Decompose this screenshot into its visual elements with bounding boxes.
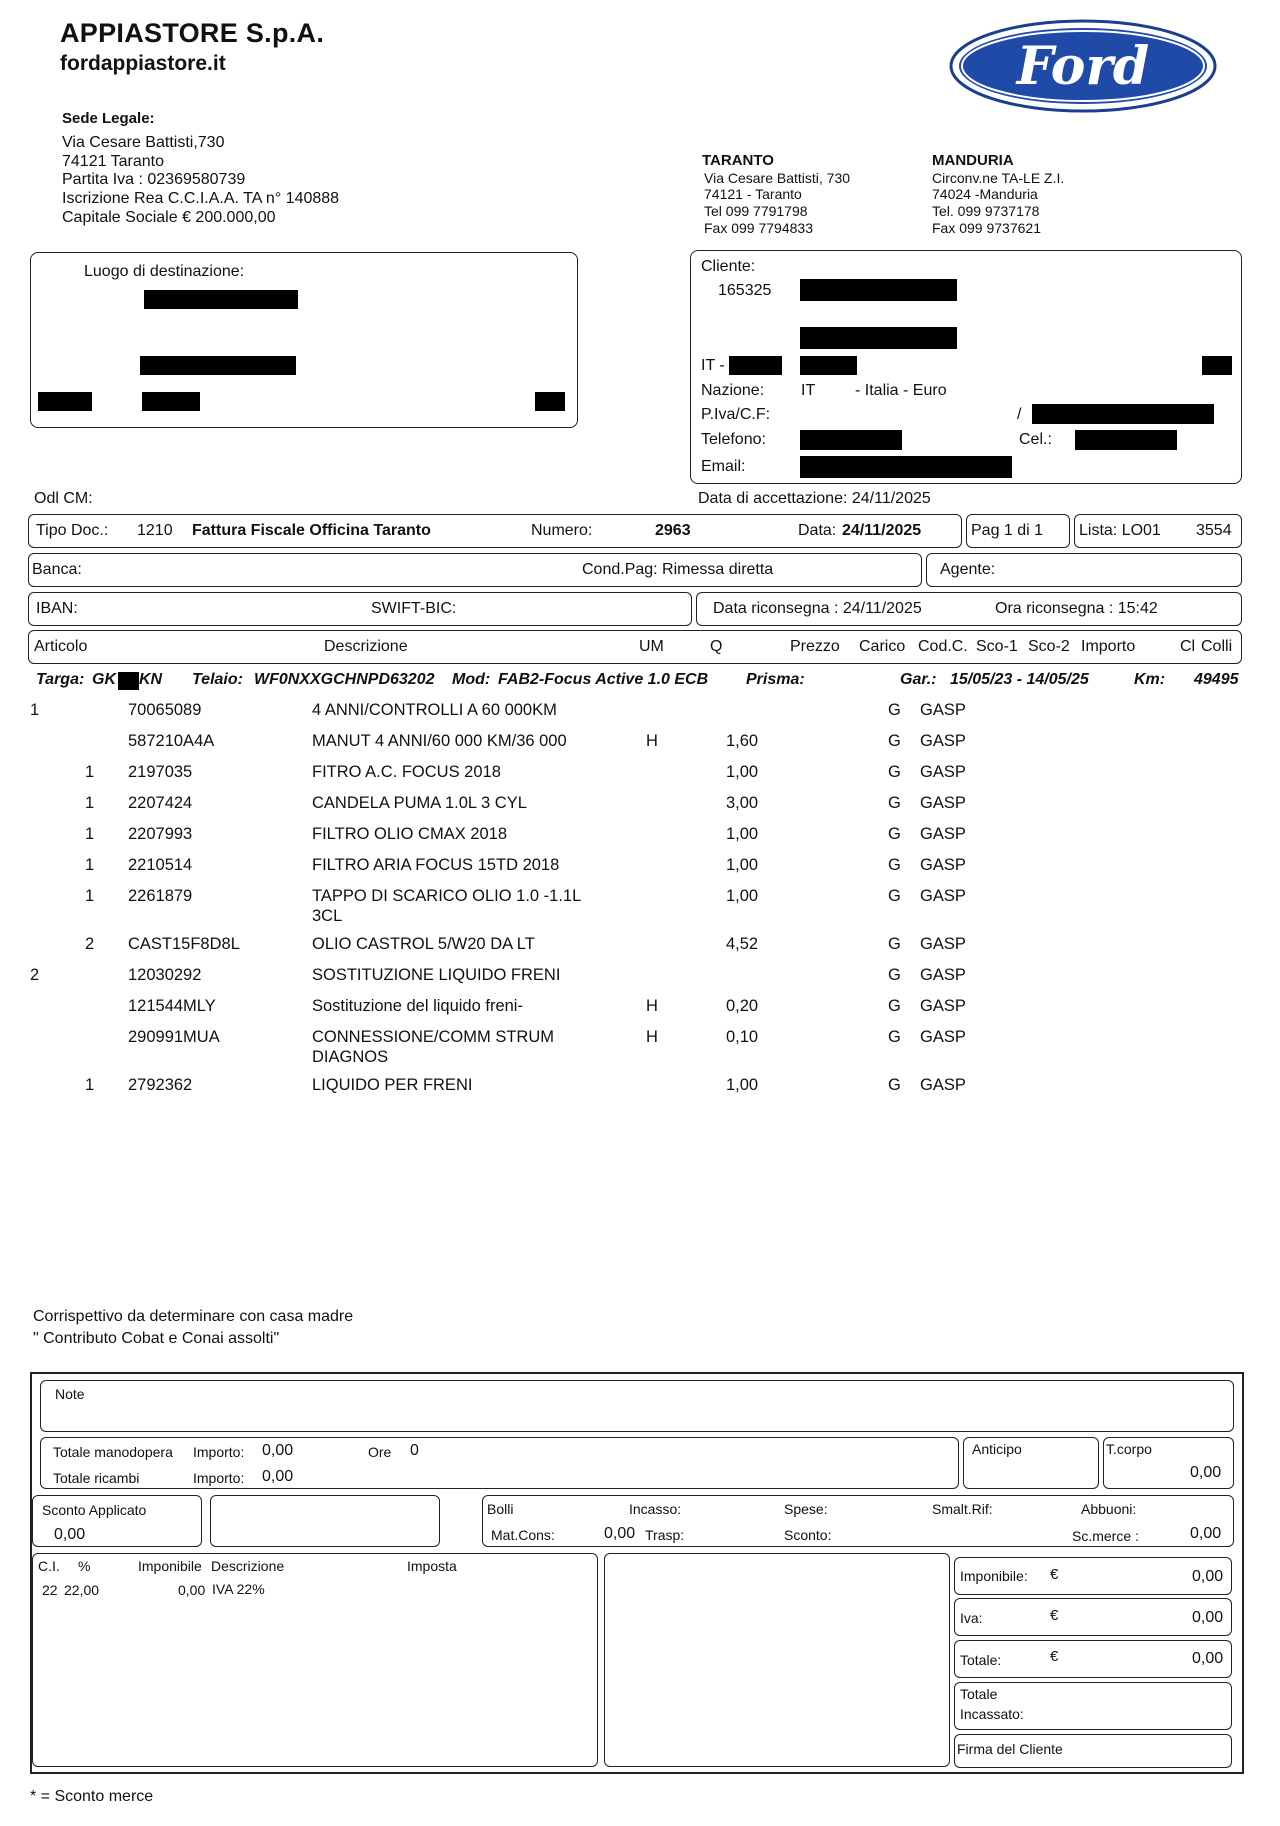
item-description: SOSTITUZIONE LIQUIDO FRENI — [312, 966, 561, 984]
item-cod-c: GASP — [920, 856, 966, 874]
doc-numero-label: Numero: — [531, 522, 593, 539]
item-carico: G — [888, 794, 901, 812]
vehicle-km: 49495 — [1194, 671, 1239, 688]
vehicle-telaio: WF0NXXGCHNPD63202 — [254, 671, 435, 688]
item-cod-c: GASP — [920, 732, 966, 750]
item-code: 2207424 — [128, 794, 193, 812]
item-cod-c: GASP — [920, 935, 966, 953]
item-description: FILTRO OLIO CMAX 2018 — [312, 825, 508, 843]
redacted-block — [1075, 430, 1177, 450]
iva-hdr-imponibile: Imponibile — [138, 1558, 202, 1574]
doc-tipo-code: 1210 — [137, 522, 173, 539]
item-description: TAPPO DI SCARICO OLIO 1.0 -1.1L — [312, 887, 582, 905]
ore-value: 0 — [410, 1442, 419, 1459]
item-quantity: 3,00 — [726, 794, 759, 812]
col-carico: Carico — [859, 638, 906, 655]
scmerce-value: 0,00 — [1190, 1525, 1222, 1542]
item-cod-c: GASP — [920, 966, 966, 984]
banca-box — [28, 553, 922, 587]
redacted-block — [38, 392, 92, 411]
vehicle-targa-label: Targa: — [36, 671, 85, 688]
firma-label: Firma del Cliente — [957, 1741, 1063, 1757]
col-articolo: Articolo — [34, 638, 88, 655]
company-name: APPIASTORE S.p.A. — [60, 18, 325, 48]
doc-pag: Pag 1 di 1 — [971, 522, 1044, 539]
iva-summary-box — [32, 1553, 598, 1767]
branch-manduria-tel: Tel. 099 9737178 — [932, 203, 1040, 219]
client-piva-slash: / — [1017, 406, 1022, 423]
item-carico: G — [888, 763, 901, 781]
redacted-block — [800, 327, 957, 349]
vehicle-mod-label: Mod: — [452, 671, 491, 688]
client-piva-label: P.Iva/C.F: — [701, 406, 771, 423]
item-quantity: 1,60 — [726, 732, 759, 750]
branch-manduria-city: 74024 -Manduria — [932, 186, 1038, 202]
totale-label: Totale: — [960, 1652, 1002, 1668]
item-carico: G — [888, 887, 901, 905]
client-email-label: Email: — [701, 458, 746, 475]
blank-box — [210, 1495, 440, 1547]
ricambi-importo-label: Importo: — [193, 1470, 245, 1486]
company-rea: Iscrizione Rea C.C.I.A.A. TA n° 140888 — [62, 190, 340, 207]
client-cel-label: Cel.: — [1019, 431, 1052, 448]
company-website: fordappiastore.it — [60, 52, 226, 75]
item-code: 290991MUA — [128, 1028, 220, 1046]
sconto-merce-note: * = Sconto merce — [30, 1788, 154, 1805]
client-nazione-label: Nazione: — [701, 382, 765, 399]
vehicle-gar-label: Gar.: — [900, 671, 937, 688]
redacted-block — [800, 356, 857, 375]
company-capitale: Capitale Sociale € 200.000,00 — [62, 209, 276, 226]
iva-value: 0,00 — [1192, 1609, 1224, 1626]
col-um: UM — [639, 638, 664, 655]
item-description: 4 ANNI/CONTROLLI A 60 000KM — [312, 701, 557, 719]
vehicle-gar: 15/05/23 - 14/05/25 — [950, 671, 1089, 688]
sede-legale-label: Sede Legale: — [62, 110, 155, 127]
item-cod-c: GASP — [920, 701, 966, 719]
totale-euro: € — [1050, 1648, 1059, 1665]
sconto-value: 0,00 — [54, 1526, 86, 1543]
item-description: Sostituzione del liquido freni- — [312, 997, 523, 1015]
vehicle-mod: FAB2-Focus Active 1.0 ECB — [498, 671, 709, 688]
item-carico: G — [888, 1076, 901, 1094]
redacted-block — [800, 430, 902, 450]
manodopera-box — [40, 1437, 959, 1489]
swift-label: SWIFT-BIC: — [371, 600, 457, 617]
item-quantity: 1,00 — [726, 763, 759, 781]
vehicle-targa-end: KN — [139, 671, 163, 688]
item-code: 2792362 — [128, 1076, 193, 1094]
item-cod-c: GASP — [920, 825, 966, 843]
trasp-label: Trasp: — [645, 1527, 685, 1543]
destination-label: Luogo di destinazione: — [84, 263, 245, 280]
item-description: FITRO A.C. FOCUS 2018 — [312, 763, 501, 781]
item-count: 2 — [85, 935, 95, 953]
item-um: H — [646, 997, 658, 1015]
item-carico: G — [888, 966, 901, 984]
redacted-block — [118, 672, 139, 690]
item-group: 1 — [30, 701, 40, 719]
ora-riconsegna: Ora riconsegna : 15:42 — [995, 600, 1158, 617]
item-code: 587210A4A — [128, 732, 215, 750]
vehicle-km-label: Km: — [1134, 671, 1166, 688]
footer-note-2: " Contributo Cobat e Conai assolti" — [33, 1330, 280, 1347]
item-carico: G — [888, 732, 901, 750]
ford-logo-text: Ford — [1016, 36, 1150, 97]
iva-descrizione: IVA 22% — [212, 1581, 265, 1597]
item-cod-c: GASP — [920, 794, 966, 812]
iban-box — [28, 592, 692, 626]
imponibile-euro: € — [1050, 1566, 1059, 1583]
branch-taranto-address: Via Cesare Battisti, 730 — [704, 170, 851, 186]
doc-lista-num: 3554 — [1196, 522, 1232, 539]
spese-label: Spese: — [784, 1501, 828, 1517]
table-row — [0, 887, 1280, 925]
redacted-block — [140, 356, 296, 375]
item-group: 2 — [30, 966, 40, 984]
iva-ci: 22 — [42, 1582, 58, 1598]
branch-manduria-fax: Fax 099 9737621 — [932, 220, 1041, 236]
client-label: Cliente: — [701, 258, 756, 275]
client-nazione-value: - Italia - Euro — [855, 382, 947, 399]
totale-value: 0,00 — [1192, 1650, 1224, 1667]
col-codc: Cod.C. — [918, 638, 968, 655]
matcons-label: Mat.Cons: — [491, 1527, 555, 1543]
sconto-label: Sconto Applicato — [42, 1502, 147, 1518]
incassato-label-1: Totale — [960, 1686, 998, 1702]
doc-tipo-name: Fattura Fiscale Officina Taranto — [192, 522, 431, 539]
item-description: MANUT 4 ANNI/60 000 KM/36 000 — [312, 732, 567, 750]
item-description: CANDELA PUMA 1.0L 3 CYL — [312, 794, 527, 812]
table-row — [0, 997, 1280, 1027]
client-nazione-code: IT — [801, 382, 816, 399]
vehicle-targa-start: GK — [92, 671, 116, 688]
item-cod-c: GASP — [920, 763, 966, 781]
anticipo-label: Anticipo — [972, 1441, 1022, 1457]
item-description-continued: DIAGNOS — [312, 1048, 389, 1066]
ricambi-importo: 0,00 — [262, 1468, 294, 1485]
agente-label: Agente: — [940, 561, 996, 578]
iva-pct: 22,00 — [64, 1582, 100, 1598]
redacted-block — [142, 392, 200, 411]
manodopera-importo-label: Importo: — [193, 1444, 245, 1460]
riconsegna: Data riconsegna : 24/11/2025 — [713, 600, 922, 617]
table-row — [0, 794, 1280, 824]
item-carico: G — [888, 825, 901, 843]
item-code: 12030292 — [128, 966, 202, 984]
vehicle-prisma: Prisma: — [746, 671, 805, 688]
table-row — [0, 825, 1280, 855]
col-colli: Colli — [1201, 638, 1233, 655]
item-code: CAST15F8D8L — [128, 935, 240, 953]
redacted-block — [535, 392, 565, 411]
item-code: 70065089 — [128, 701, 202, 719]
col-sco1: Sco-1 — [976, 638, 1018, 655]
scmerce-label: Sc.merce : — [1072, 1528, 1139, 1544]
table-row — [0, 763, 1280, 793]
redacted-block — [144, 290, 298, 309]
item-description: OLIO CASTROL 5/W20 DA LT — [312, 935, 535, 953]
item-description-continued: 3CL — [312, 907, 343, 925]
branch-taranto-city: 74121 - Taranto — [704, 186, 802, 202]
imponibile-value: 0,00 — [1192, 1568, 1224, 1585]
item-count: 1 — [85, 763, 95, 781]
branch-taranto-tel: Tel 099 7791798 — [704, 203, 808, 219]
branch-taranto-name: TARANTO — [702, 152, 774, 169]
item-code: 2210514 — [128, 856, 193, 874]
cond-pag: Cond.Pag: Rimessa diretta — [582, 561, 774, 578]
note-label: Note — [55, 1386, 85, 1402]
bolli-label: Bolli — [487, 1501, 514, 1517]
table-row — [0, 701, 1280, 731]
item-um: H — [646, 1028, 658, 1046]
odl-label: Odl CM: — [34, 490, 93, 507]
vehicle-line — [36, 671, 1256, 693]
item-code: 2197035 — [128, 763, 193, 781]
redacted-block — [1032, 404, 1214, 424]
item-code: 2261879 — [128, 887, 193, 905]
item-carico: G — [888, 997, 901, 1015]
item-description: LIQUIDO PER FRENI — [312, 1076, 473, 1094]
iva-hdr-pct: % — [78, 1558, 91, 1574]
item-cod-c: GASP — [920, 1076, 966, 1094]
item-code: 121544MLY — [128, 997, 216, 1015]
company-address: Via Cesare Battisti,730 — [62, 134, 225, 151]
redacted-block — [800, 279, 957, 301]
iva-euro: € — [1050, 1607, 1059, 1624]
item-carico: G — [888, 856, 901, 874]
iva-hdr-ci: C.I. — [38, 1558, 60, 1574]
matcons-value: 0,00 — [604, 1525, 636, 1542]
item-description: FILTRO ARIA FOCUS 15TD 2018 — [312, 856, 560, 874]
note-box — [40, 1380, 1234, 1432]
incasso-label: Incasso: — [629, 1501, 682, 1517]
col-cl: Cl — [1180, 638, 1196, 655]
item-carico: G — [888, 935, 901, 953]
col-q: Q — [710, 638, 723, 655]
branch-manduria-name: MANDURIA — [932, 152, 1014, 169]
footer-note-1: Corrispettivo da determinare con casa madre — [33, 1308, 354, 1325]
ricambi-label: Totale ricambi — [53, 1470, 140, 1486]
item-cod-c: GASP — [920, 1028, 966, 1046]
tcorpo-label: T.corpo — [1106, 1441, 1152, 1457]
col-descrizione: Descrizione — [324, 638, 408, 655]
company-partita-iva: Partita Iva : 02369580739 — [62, 171, 246, 188]
item-cod-c: GASP — [920, 997, 966, 1015]
item-quantity: 4,52 — [726, 935, 759, 953]
ore-label: Ore — [368, 1444, 392, 1460]
item-quantity: 0,10 — [726, 1028, 759, 1046]
item-code: 2207993 — [128, 825, 193, 843]
col-prezzo: Prezzo — [790, 638, 840, 655]
item-count: 1 — [85, 825, 95, 843]
item-carico: G — [888, 1028, 901, 1046]
table-row — [0, 732, 1280, 762]
manodopera-importo: 0,00 — [262, 1442, 294, 1459]
client-it-prefix: IT - — [701, 357, 725, 374]
iva-imponibile: 0,00 — [178, 1582, 206, 1598]
col-sco2: Sco-2 — [1028, 638, 1070, 655]
imponibile-label: Imponibile: — [960, 1568, 1028, 1584]
item-carico: G — [888, 701, 901, 719]
iva-box — [954, 1598, 1232, 1636]
item-count: 1 — [85, 1076, 95, 1094]
item-quantity: 1,00 — [726, 1076, 759, 1094]
branch-manduria-address: Circonv.ne TA-LE Z.I. — [932, 170, 1065, 186]
iva-hdr-imposta: Imposta — [407, 1558, 457, 1574]
iva-label: Iva: — [960, 1610, 983, 1626]
table-row — [0, 966, 1280, 996]
middle-box — [604, 1553, 950, 1767]
smaltrif-label: Smalt.Rif: — [932, 1501, 993, 1517]
client-telefono-label: Telefono: — [701, 431, 766, 448]
incassato-label-2: Incassato: — [960, 1706, 1024, 1722]
abbuoni-label: Abbuoni: — [1081, 1501, 1137, 1517]
item-quantity: 0,20 — [726, 997, 759, 1015]
table-row — [0, 935, 1280, 965]
doc-lista-label: Lista: LO01 — [1079, 522, 1161, 539]
doc-data-label: Data: — [798, 522, 837, 539]
client-code: 165325 — [718, 282, 772, 299]
banca-label: Banca: — [32, 561, 82, 578]
doc-tipo-label: Tipo Doc.: — [36, 522, 109, 539]
tcorpo-value: 0,00 — [1190, 1464, 1222, 1481]
item-quantity: 1,00 — [726, 825, 759, 843]
ford-logo — [948, 18, 1218, 119]
item-description: CONNESSIONE/COMM STRUM — [312, 1028, 555, 1046]
item-um: H — [646, 732, 658, 750]
vehicle-telaio-label: Telaio: — [192, 671, 243, 688]
branch-taranto-fax: Fax 099 7794833 — [704, 220, 813, 236]
redacted-block — [800, 456, 1012, 478]
item-cod-c: GASP — [920, 887, 966, 905]
item-count: 1 — [85, 794, 95, 812]
item-count: 1 — [85, 856, 95, 874]
item-quantity: 1,00 — [726, 856, 759, 874]
redacted-block — [729, 356, 782, 375]
company-city: 74121 Taranto — [62, 153, 165, 170]
iva-hdr-descrizione: Descrizione — [211, 1558, 285, 1574]
item-quantity: 1,00 — [726, 887, 759, 905]
table-row — [0, 1076, 1280, 1106]
table-row — [0, 1028, 1280, 1066]
table-row — [0, 856, 1280, 886]
sconto2-label: Sconto: — [784, 1527, 832, 1543]
redacted-block — [1202, 356, 1232, 375]
manodopera-label: Totale manodopera — [53, 1444, 173, 1460]
accettazione: Data di accettazione: 24/11/2025 — [698, 490, 931, 507]
col-importo: Importo — [1081, 638, 1136, 655]
doc-numero: 2963 — [655, 522, 691, 539]
iban-label: IBAN: — [36, 600, 78, 617]
item-count: 1 — [85, 887, 95, 905]
doc-data: 24/11/2025 — [842, 522, 922, 539]
